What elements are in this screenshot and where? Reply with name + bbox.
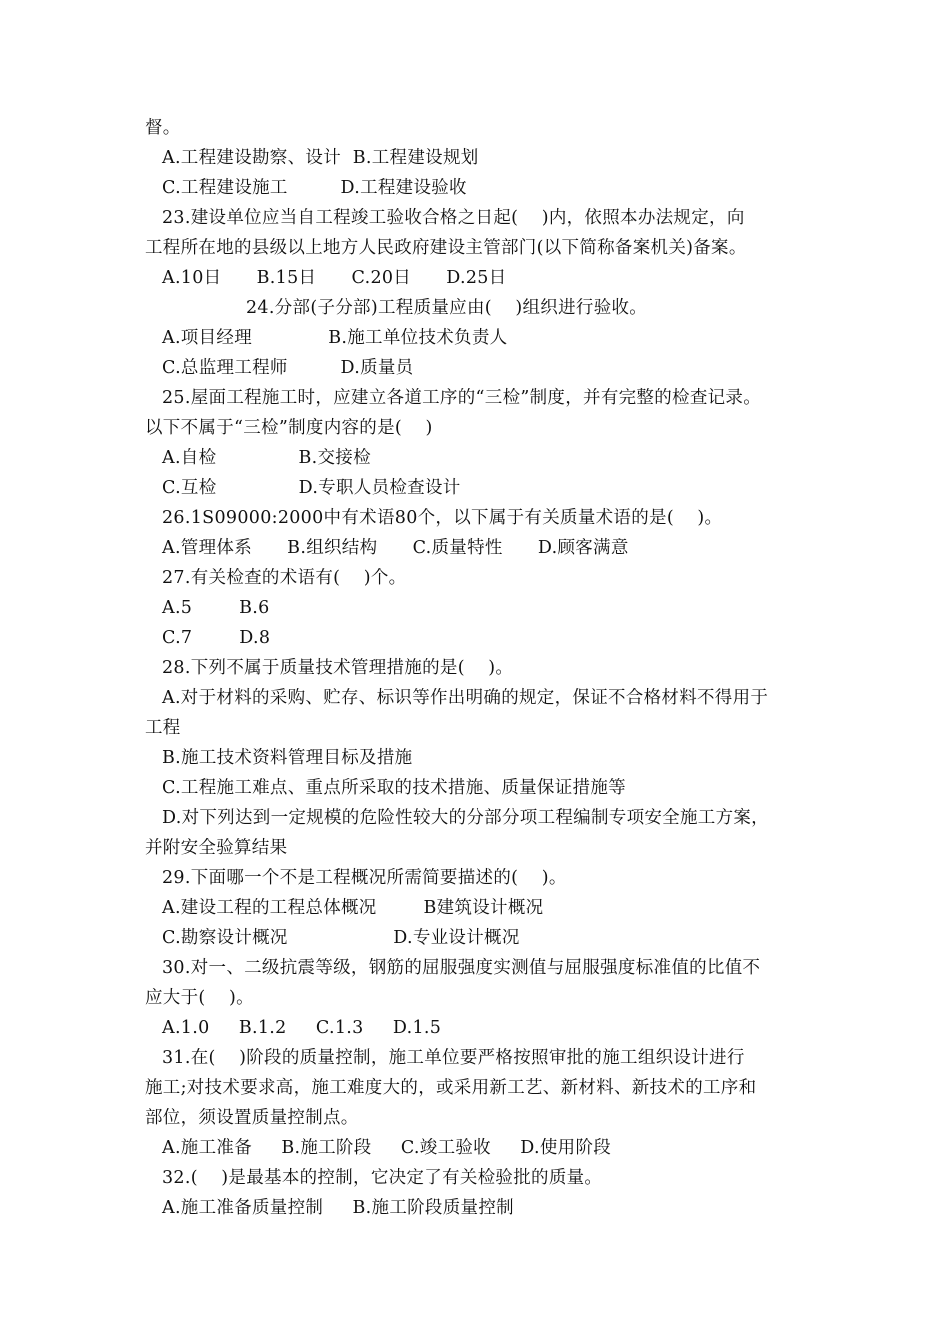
question-27: 27.有关检查的术语有( )个。 [162, 568, 407, 588]
text-line: 以下不属于“三检”制度内容的是( ) [145, 418, 433, 438]
answer-options: A.5 B.6 [162, 598, 270, 618]
question-23: 23.建设单位应当自工程竣工验收合格之日起( )内，依照本办法规定，向 [162, 208, 745, 228]
answer-options: A.建设工程的工程总体概况 B建筑设计概况 [162, 898, 544, 918]
answer-options: A.1.0 B.1.2 C.1.3 D.1.5 [162, 1018, 442, 1038]
answer-options: C.互检 D.专职人员检查设计 [162, 478, 461, 498]
answer-option: B.施工技术资料管理目标及措施 [162, 748, 413, 768]
answer-options: C.7 D.8 [162, 628, 271, 648]
answer-options: A.施工准备 B.施工阶段 C.竣工验收 D.使用阶段 [162, 1138, 612, 1158]
question-31: 31.在( )阶段的质量控制，施工单位要严格按照审批的施工组织设计进行 [162, 1048, 745, 1068]
question-28: 28.下列不属于质量技术管理措施的是( )。 [162, 658, 514, 678]
answer-option: A.对于材料的采购、贮存、标识等作出明确的规定，保证不合格材料不得用于 [162, 688, 769, 708]
text-line: 工程所在地的县级以上地方人民政府建设主管部门(以下简称备案机关)备案。 [145, 238, 747, 258]
text-line: 应大于( )。 [145, 988, 254, 1008]
answer-option: D.对下列达到一定规模的危险性较大的分部分项工程编制专项安全施工方案， [162, 808, 769, 828]
answer-options: A.施工准备质量控制 B.施工阶段质量控制 [162, 1198, 514, 1218]
answer-options: A.自检 B.交接检 [162, 448, 371, 468]
question-25: 25.屋面工程施工时，应建立各道工序的“三检”制度，并有完整的检查记录。 [162, 388, 762, 408]
text-line: 督。 [145, 118, 181, 138]
text-line: 工程 [145, 718, 181, 738]
answer-option: C.工程施工难点、重点所采取的技术措施、质量保证措施等 [162, 778, 626, 798]
question-29: 29.下面哪一个不是工程概况所需简要描述的( )。 [162, 868, 567, 888]
answer-options: A.工程建设勘察、设计 B.工程建设规划 [162, 148, 479, 168]
text-line: 并附安全验算结果 [145, 838, 288, 858]
question-32: 32.( )是最基本的控制，它决定了有关检验批的质量。 [162, 1168, 603, 1188]
text-line: 部位，须设置质量控制点。 [145, 1108, 359, 1128]
answer-options: C.总监理工程师 D.质量员 [162, 358, 414, 378]
answer-options: C.工程建设施工 D.工程建设验收 [162, 178, 467, 198]
question-26: 26.1S09000:2000中有术语80个，以下属于有关质量术语的是( )。 [162, 508, 723, 528]
answer-options: A.项目经理 B.施工单位技术负责人 [162, 328, 508, 348]
question-24: 24.分部(子分部)工程质量应由( )组织进行验收。 [246, 298, 648, 318]
question-30: 30.对一、二级抗震等级，钢筋的屈服强度实测值与屈服强度标准值的比值不 [162, 958, 761, 978]
answer-options: C.勘察设计概况 D.专业设计概况 [162, 928, 520, 948]
answer-options: A.10日 B.15日 C.20日 D.25日 [162, 268, 507, 288]
answer-options: A.管理体系 B.组织结构 C.质量特性 D.顾客满意 [162, 538, 629, 558]
text-line: 施工;对技术要求高，施工难度大的，或采用新工艺、新材料、新技术的工序和 [145, 1078, 757, 1098]
